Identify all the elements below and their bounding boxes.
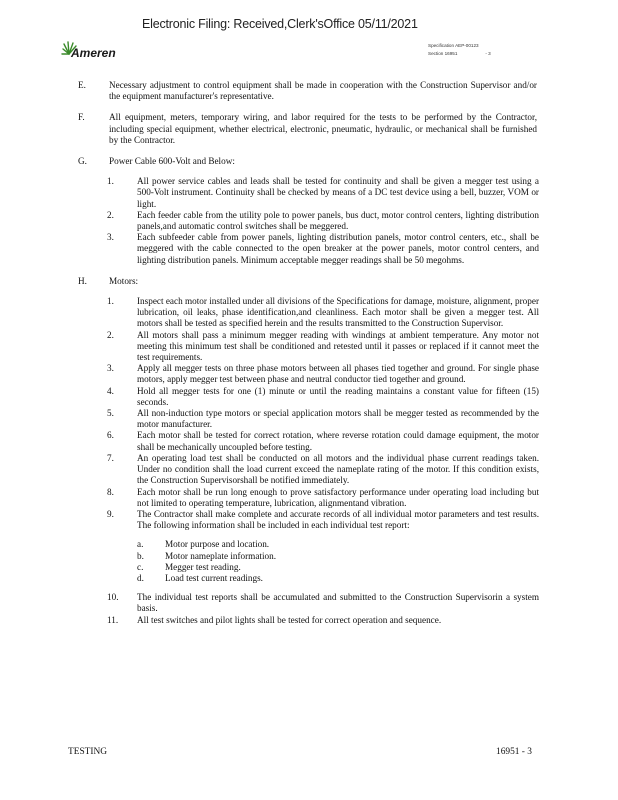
list-item bbox=[107, 430, 539, 452]
item-text: Each feeder cable from the utility pole to power panels, bus duct, motor control centers, lighting distribution panels,and automatic control switches shall be meggered. bbox=[137, 209, 539, 232]
list-item bbox=[107, 592, 539, 614]
item-text: Apply all megger tests on three phase motors between all phases tied together and ground. For single phase motors, apply megger test between phase and neutral conductor tied together and ground. bbox=[137, 363, 539, 385]
list-item bbox=[107, 453, 539, 487]
item-number: 10. bbox=[107, 592, 119, 603]
section-letter: G. bbox=[78, 156, 87, 167]
item-number: 11. bbox=[107, 614, 119, 625]
sub-list-item bbox=[137, 539, 539, 550]
list-item bbox=[107, 210, 539, 232]
sub-item-text: Load test current readings. bbox=[165, 572, 263, 583]
section-h bbox=[78, 276, 538, 626]
small-page-number: - 3 bbox=[485, 51, 491, 56]
list-item bbox=[107, 330, 539, 364]
filing-stamp: Electronic Filing: Received,Clerk'sOffice 05/11/2021 bbox=[142, 17, 418, 31]
list-item bbox=[107, 232, 539, 266]
sub-item-letter: c. bbox=[137, 561, 144, 572]
item-text: All motors shall pass a minimum megger reading with windings at ambient temperature. Any motor not meeting this minimum test shall be conditioned and retested until it passes or replaced if it cannot meet the test requirements. bbox=[137, 329, 539, 363]
sub-item-text: Motor purpose and location. bbox=[165, 539, 270, 550]
list-item bbox=[107, 509, 539, 531]
section-text: All equipment, meters, temporary wiring, and labor required for the tests to be performed by the Contractor, including special equipment, whether electrical, electronic, pneumatic, hydraulic, or mechanical shall be furnished by the Contractor. bbox=[109, 112, 537, 145]
list-item bbox=[107, 615, 539, 626]
item-number: 6. bbox=[107, 430, 114, 441]
sub-item-letter: b. bbox=[137, 550, 144, 561]
sub-list-item bbox=[137, 562, 539, 573]
item-number: 2. bbox=[107, 209, 114, 220]
section-title: Power Cable 600-Volt and Below: bbox=[109, 156, 235, 167]
item-text: All test switches and pilot lights shall be tested for correct operation and sequence. bbox=[137, 614, 442, 625]
list-item bbox=[107, 296, 539, 330]
item-text: Each motor shall be tested for correct rotation, where reverse rotation could damage equipment, the motor shall be mechanically uncoupled before testing. bbox=[137, 430, 539, 452]
section-label: Section 16951 bbox=[428, 51, 458, 56]
document-body bbox=[78, 80, 538, 636]
item-number: 3. bbox=[107, 232, 114, 243]
sub-list-item bbox=[137, 551, 539, 562]
item-text: An operating load test shall be conducted on all motors and the individual phase current readings taken. Under no condition shall the load current exceed the nameplate rating of the motor. If this condition exists, the Construction Supervisorshall be notified immediately. bbox=[137, 452, 539, 486]
section-g bbox=[78, 156, 538, 266]
section-e bbox=[78, 80, 538, 102]
item-number: 3. bbox=[107, 363, 114, 374]
sub-item-text: Megger test reading. bbox=[165, 561, 241, 572]
item-text: Each motor shall be run long enough to prove satisfactory performance under operating load including but not limited to operating temperature, lubrication, alignmentand vibration. bbox=[137, 486, 539, 508]
section-letter: E. bbox=[78, 80, 86, 90]
item-text: All non-induction type motors or special application motors shall be megger tested as recommended by the motor manufacturer. bbox=[137, 408, 539, 430]
logo-text: Ameren bbox=[71, 46, 116, 60]
item-text: Hold all megger tests for one (1) minute or until the reading maintains a constant value for fifteen (15) seconds. bbox=[137, 385, 539, 407]
item-text: Inspect each motor installed under all divisions of the Specifications for damage, moisture, alignment, proper lubrication, oil leaks, phase identification,and cleanliness. Each motor shall be given a megger test. All motors shall be tested as specified herein and the results transmitted to the Construction Supervisor. bbox=[137, 296, 539, 329]
item-number: 1. bbox=[107, 296, 114, 307]
item-number: 9. bbox=[107, 508, 114, 519]
item-number: 8. bbox=[107, 486, 114, 497]
sub-item-letter: d. bbox=[137, 572, 144, 583]
section-letter: F. bbox=[78, 112, 85, 123]
list-item bbox=[107, 176, 539, 210]
item-text: Each subfeeder cable from power panels, lighting distribution panels, motor control centers, etc., shall be meggered with the cable connected to the open breaker at the power panels, motor control centers, and lighting distribution panels. Minimum acceptable megger readings shall be 50 megohms. bbox=[137, 232, 539, 265]
spec-header bbox=[428, 42, 491, 58]
item-text: All power service cables and leads shall be tested for continuity and shall be given a megger test using a 500-Volt instrument. Continuity shall be checked by means of a DC test device using a bell, buzzer, VOM or light. bbox=[137, 176, 539, 209]
footer-section-name: TESTING bbox=[68, 747, 108, 757]
item-number: 5. bbox=[107, 408, 114, 419]
section-text: Necessary adjustment to control equipment shall be made in cooperation with the Construction Supervisor and/or the equipment manufacturer's representative. bbox=[109, 80, 537, 102]
sub-list bbox=[107, 539, 539, 584]
list-item bbox=[107, 487, 539, 509]
item-text: The individual test reports shall be accumulated and submitted to the Construction Supervisorin a system basis. bbox=[137, 592, 539, 614]
list-item bbox=[107, 408, 539, 430]
list-item bbox=[107, 363, 539, 385]
footer-page-number: 16951 - 3 bbox=[496, 747, 532, 757]
sub-item-text: Motor nameplate information. bbox=[165, 550, 276, 561]
sub-item-letter: a. bbox=[137, 539, 144, 550]
list-item bbox=[107, 386, 539, 408]
item-number: 7. bbox=[107, 452, 114, 463]
sub-list-item bbox=[137, 573, 539, 584]
section-title: Motors: bbox=[109, 275, 139, 286]
spec-label: Specification AEP-00123 bbox=[428, 43, 479, 48]
section-f bbox=[78, 112, 538, 146]
item-text: The Contractor shall make complete and accurate records of all individual motor parameters and test results. The following information shall be included in each individual test report: bbox=[137, 508, 539, 531]
item-number: 1. bbox=[107, 176, 114, 187]
item-number: 4. bbox=[107, 385, 114, 396]
section-letter: H. bbox=[78, 275, 87, 286]
item-number: 2. bbox=[107, 329, 114, 340]
